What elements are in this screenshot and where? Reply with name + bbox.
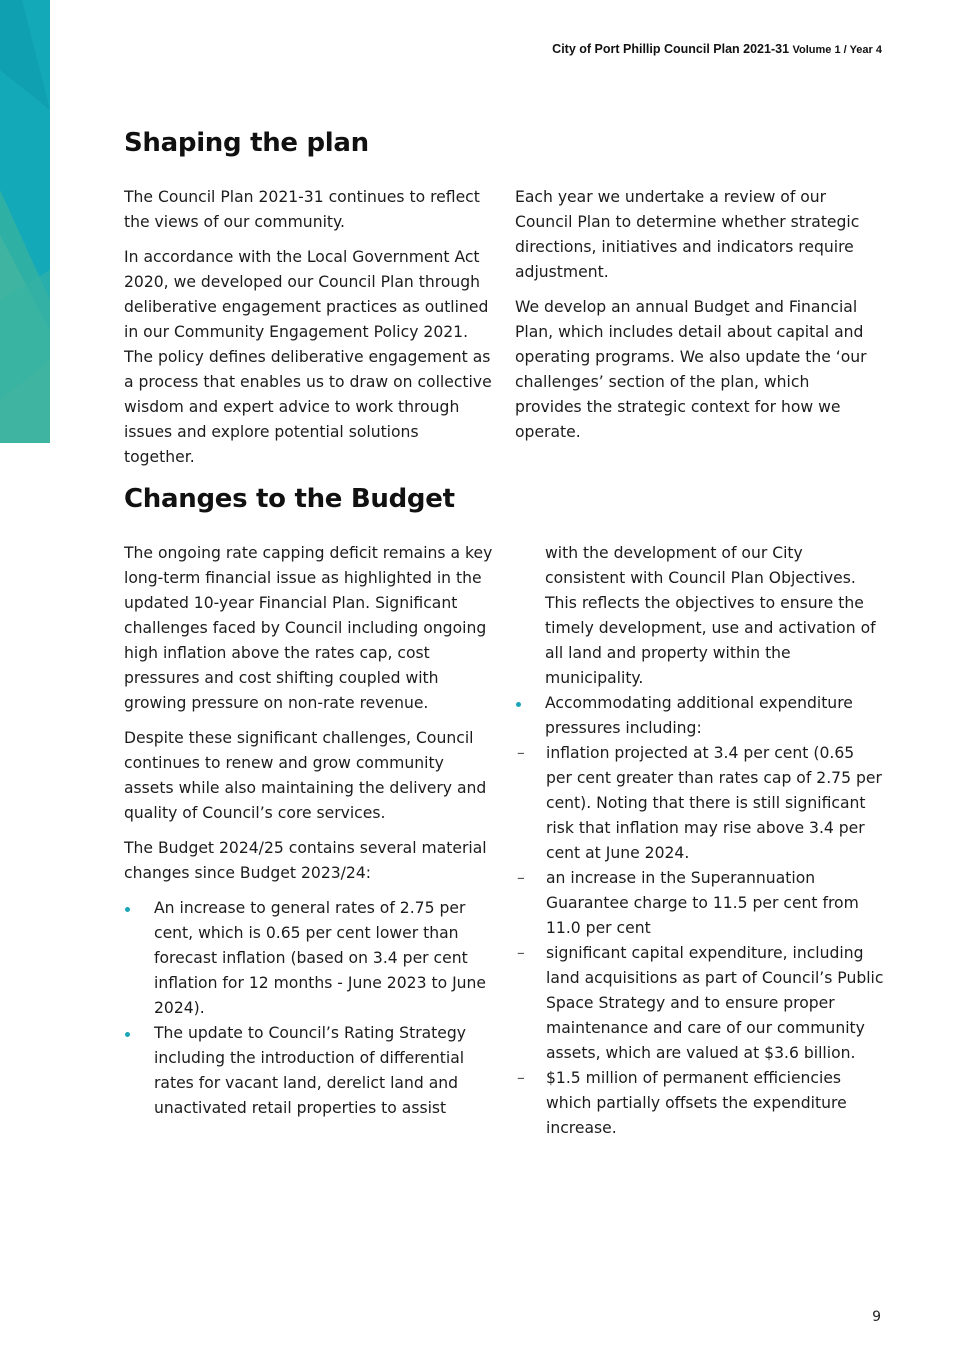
list-item: An increase to general rates of 2.75 per cent, which is 0.65 per cent lower than forecast inflation (based on 3.4 per cent inflation for 12 months - June 2023 to June 2024). [124,896,494,1021]
paragraph: The Budget 2024/25 contains several material changes since Budget 2023/24: [124,839,487,882]
budget-right-column [515,541,885,1141]
volume-label: Volume 1 / Year 4 [792,44,882,56]
paragraph: In accordance with the Local Government Act 2020, we developed our Council Plan through deliberative engagement practices as outlined in our Community Engagement Policy 2021. The policy defines deliberative engagement as a process that enables us to draw on collective wisdom and expert advice to work through issues and explore potential solutions together. [124,248,492,466]
paragraph: The Council Plan 2021-31 continues to reflect the views of our community. [124,188,480,231]
paragraph: We develop an annual Budget and Financial Plan, which includes detail about capital and operating programs. We also update the ‘our challenges’ section of the plan, which provides the strategic context for how we operate. [515,298,867,441]
list-item-text: Accommodating additional expenditure pressures including: [545,694,853,737]
paragraph: Each year we undertake a review of our Council Plan to determine whether strategic directions, initiatives and indicators require adjustment. [515,188,860,281]
budget-bullet-list-continued [515,691,885,1141]
sub-list-item: – an increase in the Superannuation Guarantee charge to 11.5 per cent from 11.0 per cent [515,866,885,941]
decorative-side-band [0,0,50,443]
list-item: The update to Council’s Rating Strategy including the introduction of differential rates for vacant land, derelict land and unactivated retail properties to assist [124,1021,494,1121]
sub-list-item: – significant capital expenditure, including land acquisitions as part of Council’s Public Space Strategy and to ensure proper maintenance and care of our community assets, which are valued at $3.6 billion. [515,941,885,1066]
shaping-left-column [124,185,494,480]
sub-list-item: – $1.5 million of permanent efficiencies which partially offsets the expenditure increase. [515,1066,885,1141]
paragraph: The ongoing rate capping deficit remains a key long-term financial issue as highlighted in the updated 10-year Financial Plan. Significant challenges faced by Council including ongoing high inflation above the rates cap, cost pressures and cost shifting coupled with growing pressure on non-rate revenue. [124,544,493,712]
page-number: 9 [872,1309,881,1325]
budget-left-column [124,541,494,1121]
sub-bullet-list [515,741,885,1141]
document-title: City of Port Phillip Council Plan 2021-31 [552,42,790,56]
budget-bullet-list [124,896,494,1121]
shaping-right-column [515,185,875,455]
heading-shaping-the-plan: Shaping the plan [124,128,369,158]
running-header [552,42,882,56]
paragraph: Despite these significant challenges, Council continues to renew and grow community assets while also maintaining the delivery and quality of Council’s core services. [124,729,487,822]
list-item [515,691,885,1141]
sub-list-item: – inflation projected at 3.4 per cent (0.65 per cent greater than rates cap of 2.75 per cent). Noting that there is still significant risk that inflation may rise above 3.4 per cent at June 2024. [515,741,885,866]
heading-changes-to-the-budget: Changes to the Budget [124,484,455,514]
list-item-continuation: with the development of our City consistent with Council Plan Objectives. This reflects the objectives to ensure the timely development, use and activation of all land and property within the municipality. [545,544,876,687]
